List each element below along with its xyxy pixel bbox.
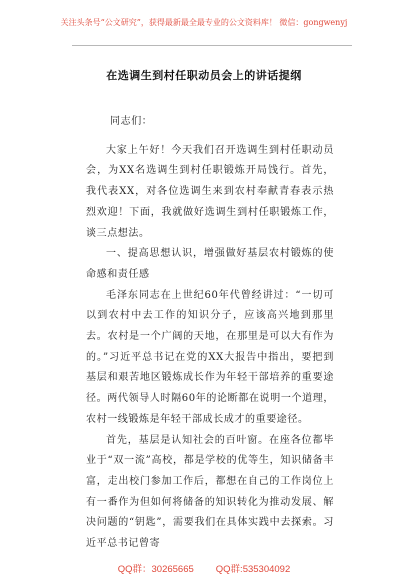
salutation: 同志们： — [110, 116, 153, 127]
footer-qq-group-2: QQ群:535304092 — [215, 564, 291, 575]
document-title: 在选调生到村任职动员会上的讲话提纲 — [106, 69, 302, 82]
document-body — [86, 112, 334, 555]
paragraph-opening: 大家上午好！今天我们召开选调生到村任职动员会，为XX名选调生到村任职锻炼开局饯行。首先，我代表XX，对各位选调生来到农村奉献青春表示热烈欢迎！下面，我就做好选调生到村任职锻炼工作，谈三点想法。 — [86, 144, 334, 239]
footer-contact — [0, 561, 408, 575]
footer-qq-group-1: QQ群：30265665 — [117, 564, 194, 575]
header-banner: 关注头条号“公文研究”，获得最新最全最专业的公文资料库！ 微信：gongwenyj — [60, 18, 348, 27]
header-divider — [72, 45, 352, 46]
paragraph-quote: 毛泽东同志在上世纪60年代曾经讲过：“一切可以到农村中去工作的知识分子，应该高兴地到那里去。农村是一个广阔的天地，在那里是可以大有作为的。”习近平总书记在党的XX大报告中指出，要把到基层和艰苦地区锻炼成长作为年轻干部培养的重要途径。两代领导人时隔60年的论断都在说明一个道理，农村一线锻炼是年轻干部成长成才的重要途径。 — [86, 289, 334, 425]
section-heading-1: 一、提高思想认识，增强做好基层农村锻炼的使命感和责任感 — [86, 248, 334, 280]
paragraph-first-point: 首先，基层是认知社会的百叶窗。在座各位都毕业于“双一流”高校，都是学校的优等生，知识储备丰富，走出校门参加工作后，都想在自己的工作岗位上有一番作为但如何将储备的知识转化为推动发展、解决问题的“钥匙”，需要我们在具体实践中去探索。习近平总书记曾寄 — [86, 434, 334, 550]
